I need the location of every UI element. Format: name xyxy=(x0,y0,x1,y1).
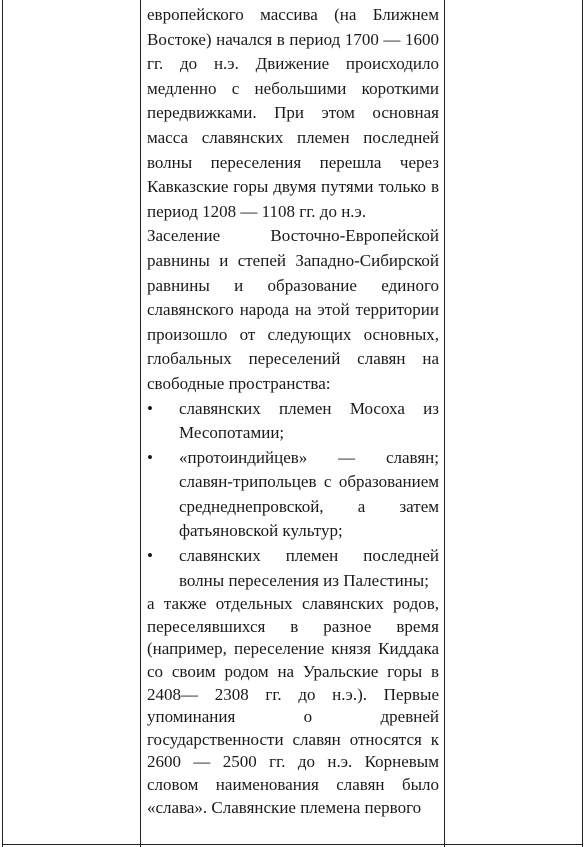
list-item xyxy=(147,397,439,446)
table-border-left xyxy=(2,0,3,847)
list-item-text: славянских племен Мосоха из Месопотамии; xyxy=(179,398,439,443)
paragraph-settlement-intro: Заселение Восточно-Европейской равнины и степей Западно-Сибирской равнины и образование единого славянского народа на этой территории произошло от следующих основных, глобальных переселений славян на свободные пространства: xyxy=(147,226,439,393)
table-border-right xyxy=(582,0,583,847)
list-item xyxy=(147,544,439,593)
bullet-marker: • xyxy=(147,546,153,566)
table-border-column-2 xyxy=(444,0,445,847)
list-item xyxy=(147,446,439,544)
paragraph-migration-history: европейского массива (на Ближнем Востоке) начался в период 1700 — 1600 гг. до н.э. Движение происходило медленно с небольшими короткими передвижками. При этом основная масса славянских племен последней волны переселения перешла через Кавказские горы двумя путями только в период 1208 — 1108 гг. до н.э. xyxy=(147,5,439,221)
migration-list xyxy=(147,397,439,594)
table-border-bottom xyxy=(2,844,583,845)
list-item-text: «протоиндийцев» — славян; славян-трипольцев с образованием среднеднепровской, а затем фатьяновской культур; xyxy=(179,447,439,541)
list-item-text: славянских племен последней волны переселения из Палестины; xyxy=(179,546,439,590)
paragraph-closing: а также отдельных славянских родов, переселявшихся в разное время (например, переселение князя Киддака со своим родом на Уральские горы в 2408— 2308 гг. до н.э.). Первые упоминания о древней государственности славян относятся к 2600 — 2500 гг. до н.э. Корневым словом наименования славян было «слава». Славянские племена первого xyxy=(147,594,439,817)
bullet-marker: • xyxy=(147,447,153,467)
bullet-marker: • xyxy=(147,398,153,418)
text-cell xyxy=(147,3,439,819)
table-border-column-1 xyxy=(140,0,141,847)
